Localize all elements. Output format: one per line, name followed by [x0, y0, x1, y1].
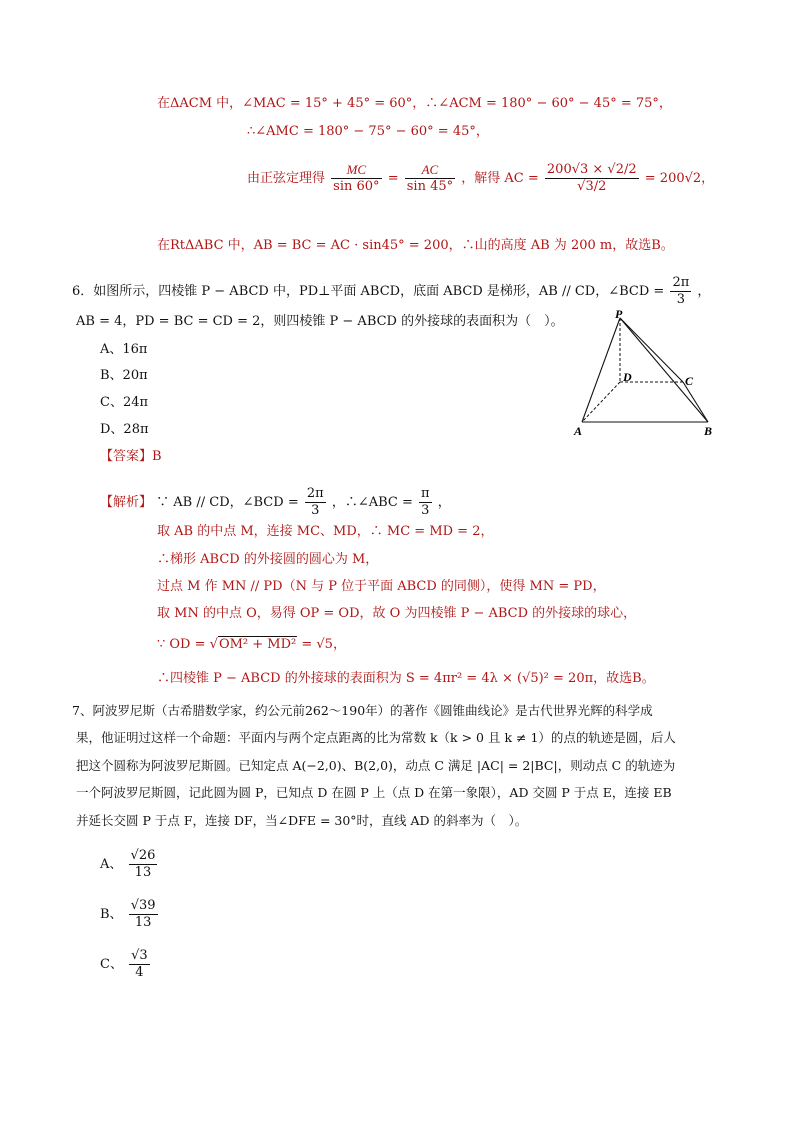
q6-analysis-line7: ∴四棱锥 P − ABCD 的外接球的表面积为 S = 4πr² = 4λ × (√5)² = 20π，故选B。 [157, 671, 655, 686]
equals: = [387, 171, 399, 186]
label-c: C [685, 374, 694, 388]
edge-cb [683, 382, 708, 422]
fraction-2pi-3-b: $\frac{2\pi}{3}$ [306, 486, 324, 518]
sol5-l3-post: = 200√2， [644, 171, 715, 186]
q6-analysis-line3: ∴梯形 ABCD 的外接圆的圆心为 M， [157, 552, 379, 567]
q7-option-b [100, 898, 160, 931]
q6-analysis-line4: 过点 M 作 MN // PD（N 与 P 位于平面 ABCD 的同侧），使得 MN = PD， [157, 579, 606, 594]
sol5-line3 [247, 162, 714, 195]
q7-option-a-label: A、 [100, 857, 123, 872]
q6-stem1-text: 6．如图所示，四棱锥 P − ABCD 中，PD⊥平面 ABCD，底面 ABCD 是梯形，AB // CD，∠BCD = [72, 284, 665, 299]
sol5-l3-mid: ，解得 AC = [461, 171, 539, 186]
q7-line4: 一个阿波罗尼斯圆，记此圆为圆 P，已知点 D 在圆 P 上（点 D 在第一象限），AD 交圆 P 于点 E，连接 EB [76, 785, 672, 800]
edge-pa [582, 318, 620, 422]
q6-option-b: B、20π [100, 368, 148, 383]
fraction-sqrt3-4: $\frac{√3}{4}$ [131, 948, 148, 980]
analysis-tag: 【解析】 [100, 495, 153, 510]
sol5-line1: 在ΔACM 中，∠MAC = 15° + 45° = 60°，∴∠ACM = 180° − 60° − 45° = 75°， [157, 96, 672, 111]
sol5-line2: ∴∠AMC = 180° − 75° − 60° = 45°， [247, 124, 489, 139]
analysis-a1-mid: ，∴∠ABC = [331, 495, 413, 510]
label-b: B [704, 424, 713, 438]
q6-option-d: D、28π [100, 422, 149, 437]
analysis-a1-tail: ， [437, 495, 451, 510]
q6-analysis-line2: 取 AB 的中点 M，连接 MC、MD，∴ MC = MD = 2， [157, 524, 494, 539]
analysis-a6-pre: ∵ OD = [157, 637, 206, 652]
fraction-sqrt26-13: $\frac{√26}{13}$ [130, 848, 156, 880]
analysis-a6-post: = √5， [301, 637, 346, 652]
q6-option-c: C、24π [100, 395, 149, 410]
q7-option-b-label: B、 [100, 907, 123, 922]
fraction-mc-sin60: $\frac{MC}{\sin 60^\circ}$ [333, 162, 380, 194]
analysis-a6-radicand: OM² + MD² [218, 637, 297, 652]
label-d: D [623, 370, 632, 384]
analysis-a1-pre: ∵ AB // CD，∠BCD = [156, 495, 299, 510]
sol5-l3-pre: 由正弦定理得 [247, 171, 326, 186]
q7-line3: 把这个圆称为阿波罗尼斯圆。已知定点 A(−2,0)、B(2,0)，动点 C 满足 |AC| = 2|BC|，则动点 C 的轨迹为 [76, 758, 676, 773]
q6-option-a: A、16π [100, 342, 148, 357]
fraction-ac-value: $\frac{200√3 \times √2/2}{√3/2}$ [546, 162, 637, 194]
q6-stem-line1 [72, 275, 710, 308]
label-p: P [615, 308, 623, 321]
q7-option-a [100, 848, 159, 881]
label-a: A [574, 424, 583, 438]
q6-answer: 【答案】B [100, 449, 162, 464]
q6-analysis-line6: ∵ OD = √OM² + MD² = √5， [157, 637, 346, 652]
fraction-pi-3: $\frac{\pi}{3}$ [421, 486, 430, 518]
fraction-sqrt39-13: $\frac{√39}{13}$ [130, 898, 156, 930]
q7-line1: 7、阿波罗尼斯（古希腊数学家，约公元前262～190年）的著作《圆锥曲线论》是古代世界光辉的科学成 [72, 703, 653, 718]
q7-line2: 果，他证明过这样一个命题：平面内与两个定点距离的比为常数 k（k > 0 且 k ≠ 1）的点的轨迹是圆，后人 [76, 730, 676, 745]
q6-stem1-tail: ， [697, 284, 711, 299]
fraction-ac-sin45: $\frac{AC}{\sin 45^\circ}$ [406, 162, 454, 194]
edge-da-hidden [582, 382, 620, 422]
q7-line5: 并延长交圆 P 于点 F，连接 DF，当∠DFE = 30°时，直线 AD 的斜率为（ ）。 [76, 813, 528, 828]
pyramid-figure [570, 308, 740, 438]
q6-stem-line2: AB = 4，PD = BC = CD = 2，则四棱锥 P − ABCD 的外接球的表面积为（ ）。 [76, 314, 564, 329]
q6-analysis-line5: 取 MN 的中点 O，易得 OP = OD，故 O 为四棱锥 P − ABCD 的外接球的球心， [157, 606, 637, 621]
q7-option-c-label: C、 [100, 957, 123, 972]
fraction-2pi-3: $\frac{2\pi}{3}$ [672, 275, 690, 307]
q6-analysis-line1 [100, 486, 451, 519]
sol5-line4: 在RtΔABC 中，AB = BC = AC · sin45° = 200，∴山的高度 AB 为 200 m，故选B。 [157, 238, 674, 253]
edge-pb [620, 318, 708, 422]
q7-option-c [100, 948, 152, 981]
